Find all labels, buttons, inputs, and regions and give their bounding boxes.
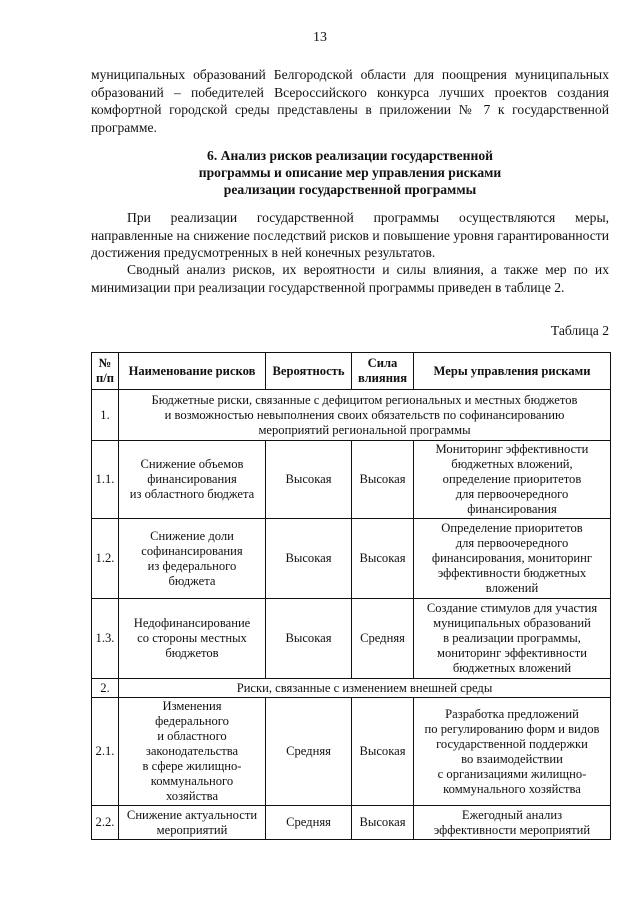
cell-risk-name: Снижение доли софинансирования из федерального бюджета — [119, 519, 266, 599]
cell-risk-name: Снижение актуальности мероприятий — [119, 806, 266, 840]
cell-measures: Определение приоритетов для первоочередного финансирования, мониторинг эффективности бюджетных вложений — [414, 519, 611, 599]
table-row — [92, 599, 611, 679]
header-measures: Меры управления рисками — [414, 353, 611, 390]
cell-num: 2.2. — [92, 806, 119, 840]
cell-measures: Разработка предложений по регулированию форм и видов государственной поддержки во взаимодействии с организациями жилищно- коммунального хозяйства — [414, 698, 611, 806]
cell-group-title: Бюджетные риски, связанные с дефицитом региональных и местных бюджетов и возможностью невыполнения своих обязательств по софинансированию мероприятий региональной программы — [119, 390, 611, 441]
table-group-row — [92, 390, 611, 441]
cell-risk-name: Снижение объемов финансирования из областного бюджета — [119, 441, 266, 519]
cell-probability: Высокая — [266, 519, 352, 599]
cell-num: 2. — [92, 679, 119, 698]
cell-num: 1.2. — [92, 519, 119, 599]
section-heading-line: реализации государственной программы — [223, 182, 477, 197]
cell-risk-name: Недофинансирование со стороны местных бюджетов — [119, 599, 266, 679]
cell-group-title: Риски, связанные с изменением внешней среды — [119, 679, 611, 698]
section-paragraph-2: Сводный анализ рисков, их вероятности и силы влияния, а также мер по их минимизации при реализации государственной программы приведен в таблице 2. — [91, 262, 609, 295]
cell-measures: Ежегодный анализ эффективности мероприятий — [414, 806, 611, 840]
cell-risk-name: Изменения федерального и областного законодательства в сфере жилищно- коммунального хозяйства — [119, 698, 266, 806]
table-row — [92, 806, 611, 840]
table-header-row — [92, 353, 611, 390]
header-num: № п/п — [92, 353, 119, 390]
cell-num: 2.1. — [92, 698, 119, 806]
cell-measures: Мониторинг эффективности бюджетных вложений, определение приоритетов для первоочередного финансирования — [414, 441, 611, 519]
risk-table — [91, 352, 611, 840]
section-paragraph-1: При реализации государственной программы осуществляются меры, направленные на снижение последствий рисков и повышение уровня гарантированности достижения предусмотренных в ней конечных результатов. — [91, 210, 609, 260]
cell-probability: Средняя — [266, 698, 352, 806]
cell-num: 1.3. — [92, 599, 119, 679]
cell-impact: Высокая — [352, 519, 414, 599]
cell-num: 1. — [92, 390, 119, 441]
header-probability: Вероятность — [266, 353, 352, 390]
cell-num: 1.1. — [92, 441, 119, 519]
table-caption: Таблица 2 — [550, 323, 609, 338]
table-row — [92, 519, 611, 599]
cell-impact: Средняя — [352, 599, 414, 679]
cell-probability: Высокая — [266, 599, 352, 679]
cell-impact: Высокая — [352, 441, 414, 519]
section-heading — [91, 147, 609, 198]
section-heading-line: программы и описание мер управления рисками — [198, 165, 502, 180]
table-row — [92, 698, 611, 806]
page-number: 13 — [313, 30, 327, 45]
header-risk-name: Наименование рисков — [119, 353, 266, 390]
section-heading-line: 6. Анализ рисков реализации государственной — [207, 148, 493, 163]
cell-measures: Создание стимулов для участия муниципальных образований в реализации программы, мониторинг эффективности бюджетных вложений — [414, 599, 611, 679]
table-group-row — [92, 679, 611, 698]
cell-impact: Высокая — [352, 806, 414, 840]
cell-probability: Высокая — [266, 441, 352, 519]
cell-probability: Средняя — [266, 806, 352, 840]
header-impact: Сила влияния — [352, 353, 414, 390]
table-row — [92, 441, 611, 519]
intro-paragraph: муниципальных образований Белгородской области для поощрения муниципальных образований – победителей Всероссийского конкурса лучших проектов создания комфортной городской среды представлены в приложении № 7 к государственной программе. — [91, 67, 609, 135]
cell-impact: Высокая — [352, 698, 414, 806]
